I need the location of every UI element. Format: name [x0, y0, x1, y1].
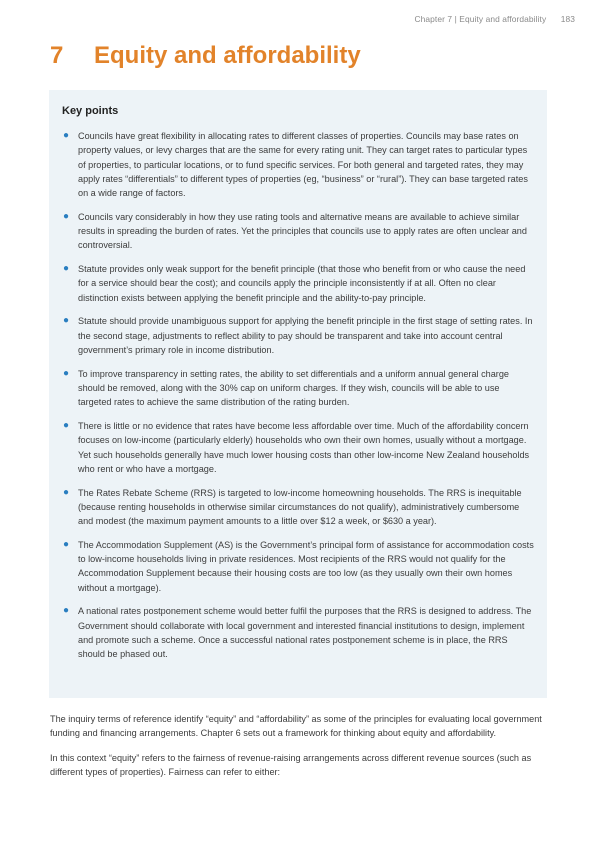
- bullet-icon: ●: [63, 263, 70, 275]
- key-points-box: [49, 90, 547, 698]
- bullet-icon: ●: [63, 315, 70, 327]
- list-item: [62, 129, 535, 200]
- running-header: [414, 14, 575, 24]
- bullet-icon: ●: [63, 486, 70, 498]
- key-point-text: Councils vary considerably in how they use rating tools and alternative means are available to achieve similar results in spreading the burden of rates. Yet the principles that councils use to apply rates are often unclear and controversial.: [78, 211, 527, 251]
- key-point-text: Statute should provide unambiguous support for applying the benefit principle in the first stage of setting rates. In the second stage, adjustments to reflect ability to pay should be transparent and take into account central government’s primary role in income distribution.: [78, 316, 533, 356]
- bullet-icon: ●: [63, 367, 70, 379]
- list-item: [62, 262, 535, 305]
- page-number: 183: [560, 14, 575, 24]
- key-points-list: [62, 129, 535, 662]
- chapter-number: 7: [50, 42, 64, 69]
- bullet-icon: ●: [63, 605, 70, 617]
- key-point-text: To improve transparency in setting rates, the ability to set differentials and a uniform annual general charge should be removed, along with the 30% cap on uniform charges. If they wish, councils will be able to use targeted rates to achieve the same distribution of the rating burden.: [78, 368, 509, 408]
- bullet-icon: ●: [63, 538, 70, 550]
- bullet-icon: ●: [63, 420, 70, 431]
- key-point-text: Statute provides only weak support for the benefit principle (that those who benefit from or who cause the need for a service should bear the cost); and councils apply the principle inconsistently if at all. Often no clear distinction exists between applying the benefit principle and the ability-to-pay principle.: [78, 264, 526, 303]
- list-item: [62, 314, 535, 357]
- running-title: Chapter 7 | Equity and affordability: [414, 14, 547, 24]
- body-paragraph: The inquiry terms of reference identify “equity” and “affordability” as some of the principles for evaluating local government funding and financing arrangements. Chapter 6 sets out a framework for thinking about equity and affordability.: [50, 714, 542, 739]
- list-item: [62, 210, 535, 253]
- chapter-title: [50, 42, 361, 70]
- key-point-text: Councils have great flexibility in allocating rates to different classes of properties. Councils may base rates on property values, or levy charges that are the same for every rating unit. They can target rates to particular types of properties, to particular locations, or to fund specific services. For both general and targeted rates, they may apply rates “differentials” to different types of properties (eg, “business” or “rural”). They can base targeted rates on a wide range of factors.: [78, 131, 528, 199]
- key-point-text: The Accommodation Supplement (AS) is the Government’s principal form of assistance for accommodation costs to low-income households living in private residences. Most recipients of the RRS would not qualify for the Accommodation Supplement because their housing costs are too low (as they usually own their own homes without a mortgage).: [78, 539, 534, 593]
- body-text: [50, 712, 545, 789]
- list-item: [62, 604, 535, 661]
- key-point-text: The Rates Rebate Scheme (RRS) is targeted to low-income homeowning households. The RRS is inequitable (because renting households in otherwise similar circumstances do not qualify), administratively cumbersome and modest (the maximum payment amounts to a little over $12 a week, or $630 a year).: [78, 487, 522, 527]
- list-item: [62, 419, 535, 476]
- bullet-icon: ●: [63, 210, 70, 222]
- list-item: [62, 367, 535, 410]
- body-paragraph: In this context “equity” refers to the fairness of revenue-raising arrangements across different revenue sources (such as different types of properties). Fairness can refer to either:: [50, 752, 532, 777]
- list-item: [62, 486, 535, 529]
- chapter-title-text: Equity and affordability: [94, 42, 361, 69]
- key-points-heading: Key points: [62, 105, 119, 117]
- key-point-text: There is little or no evidence that rates have become less affordable over time. Much of the affordability concern focuses on low-income (particularly elderly) households who own their own homes, usually without a mortgage. Yet such households generally have much lower housing costs than other low-income New Zealand households who rent or who have a mortgage.: [78, 421, 530, 474]
- key-point-text: A national rates postponement scheme would better fulfil the purposes that the RRS is designed to address. The Government should collaborate with local government and interested financial institutions to design, implement and promote such a scheme. Once a successful national rates postponement scheme is in place, the RRS should be phased out.: [78, 606, 532, 660]
- list-item: [62, 538, 535, 595]
- bullet-icon: ●: [63, 130, 70, 141]
